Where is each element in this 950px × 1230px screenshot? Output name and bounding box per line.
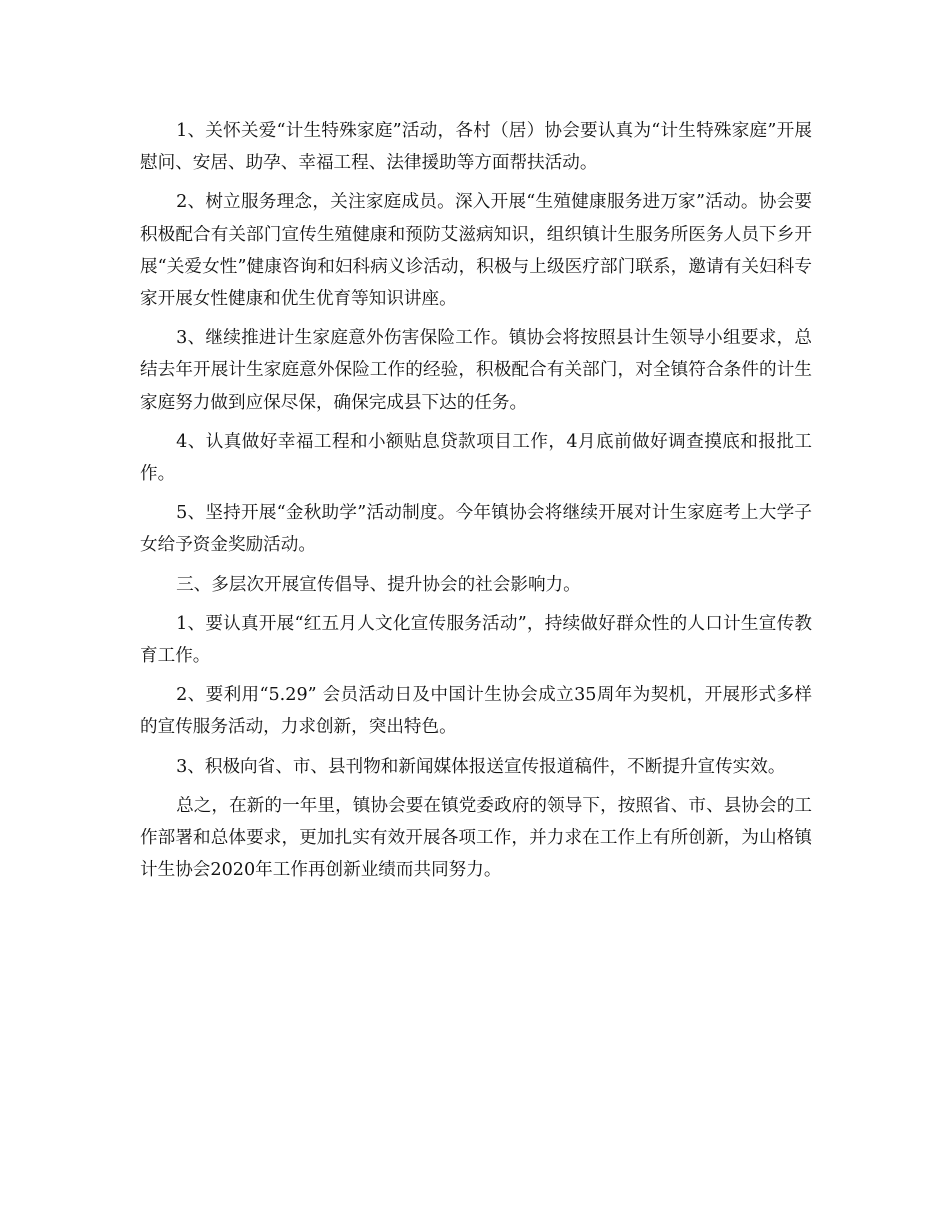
- paragraph-member-day: 2、要利用“5.29” 会员活动日及中国计生协会成立35周年为契机，开展形式多样的宣传服务活动，力求创新，突出特色。: [140, 685, 812, 738]
- paragraph-autumn-scholarship: 5、坚持开展“金秋助学”活动制度。今年镇协会将继续开展对计生家庭考上大学子女给予资金奖励活动。: [140, 503, 812, 556]
- paragraph-reproductive-health: 2、树立服务理念，关注家庭成员。深入开展“生殖健康服务进万家”活动。协会要积极配合有关部门宣传生殖健康和预防艾滋病知识，组织镇计生服务所医务人员下乡开展“关爱女性”健康咨询和妇科病义诊活动，积极与上级医疗部门联系，邀请有关妇科专家开展女性健康和优生优育等知识讲座。: [140, 192, 812, 310]
- paragraph-special-families: 1、关怀关爱“计生特殊家庭”活动，各村（居）协会要认真为“计生特殊家庭”开展慰问、安居、助孕、幸福工程、法律援助等方面帮扶活动。: [140, 121, 812, 174]
- document-body: [140, 115, 812, 893]
- paragraph-happiness-project: 4、认真做好幸福工程和小额贴息贷款项目工作，4月底前做好调查摸底和报批工作。: [140, 431, 812, 485]
- paragraph-media-reporting: 3、积极向省、市、县刊物和新闻媒体报送宣传报道稿件，不断提升宣传实效。: [176, 756, 786, 777]
- section-heading-publicity: 三、多层次开展宣传倡导、提升协会的社会影响力。: [176, 574, 581, 595]
- paragraph-red-may: 1、要认真开展“红五月人文化宣传服务活动”，持续做好群众性的人口计生宣传教育工作。: [140, 613, 812, 667]
- paragraph-accident-insurance: 3、继续推进计生家庭意外伤害保险工作。镇协会将按照县计生领导小组要求，总结去年开展计生家庭意外保险工作的经验，积极配合有关部门，对全镇符合条件的计生家庭努力做到应保尽保，确保完成县下达的任务。: [140, 328, 812, 413]
- paragraph-conclusion: 总之，在新的一年里，镇协会要在镇党委政府的领导下，按照省、市、县协会的工作部署和总体要求，更加扎实有效开展各项工作，并力求在工作上有所创新，为山格镇计生协会2020年工作再创新业绩而共同努力。: [140, 795, 812, 881]
